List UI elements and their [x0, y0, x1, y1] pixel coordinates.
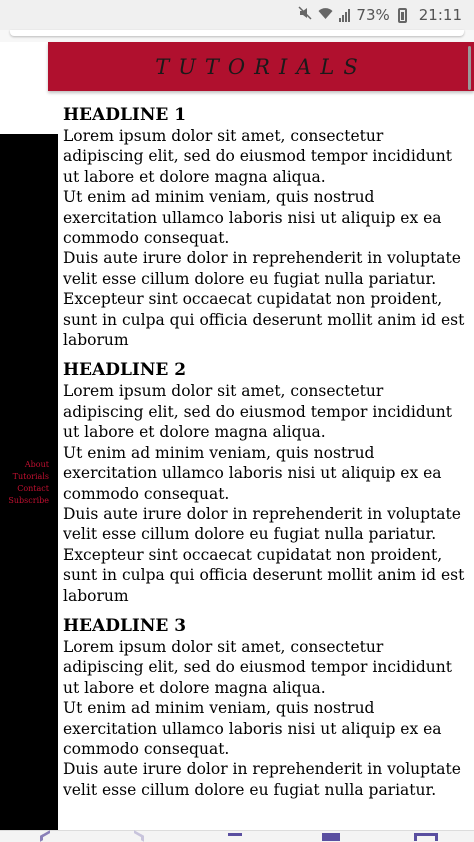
forward-icon[interactable]	[134, 830, 144, 842]
paragraph: Ut enim ad minim veniam, quis nostrud exercitation ullamco laboris nisi ut aliquip ex ea commodo consequat.	[63, 188, 442, 248]
headline: HEADLINE 2	[63, 360, 187, 381]
home-icon[interactable]	[228, 833, 242, 839]
paragraph: Duis aute irure dolor in reprehenderit in voluptate velit esse cillum dolore eu fugiat nulla pariatur.	[63, 249, 461, 288]
sidebar	[0, 134, 58, 842]
browser-toolbar	[0, 30, 474, 42]
mute-icon	[298, 6, 312, 24]
paragraph: Lorem ipsum dolor sit amet, consectetur adipiscing elit, sed do eiusmod tempor incididunt ut labore et dolore magna aliqua.	[63, 637, 452, 697]
headline: HEADLINE 1	[63, 105, 187, 125]
sidebar-link-subscribe[interactable]: Subscribe	[8, 496, 49, 505]
url-bar[interactable]	[10, 30, 464, 36]
headline: HEADLINE 3	[63, 615, 187, 636]
sidebar-nav	[8, 459, 49, 507]
paragraph: Excepteur sint occaecat cupidatat non proident, sunt in culpa qui officia deserunt mollit anim id est laborum	[63, 545, 465, 605]
status-bar	[0, 0, 474, 30]
paragraph: Lorem ipsum dolor sit amet, consectetur adipiscing elit, sed do eiusmod tempor incididunt ut labore et dolore magna aliqua.	[63, 127, 452, 186]
battery-icon	[398, 8, 407, 23]
site-title: TUTORIALS	[155, 54, 367, 79]
sidebar-link-tutorials[interactable]: Tutorials	[12, 472, 49, 481]
paragraph: Duis aute irure dolor in reprehenderit in voluptate velit esse cillum dolore eu fugiat nulla pariatur.	[63, 760, 461, 799]
main-content	[63, 104, 467, 830]
sidebar-link-contact[interactable]: Contact	[17, 484, 49, 493]
paragraph: Excepteur sint occaecat cupidatat non proident, sunt in culpa qui officia deserunt mollit anim id est laborum	[63, 290, 465, 350]
scrollbar-thumb[interactable]	[468, 46, 471, 90]
site-header	[48, 42, 474, 91]
battery-percent: 73%	[356, 6, 390, 24]
tabs-icon[interactable]	[414, 833, 438, 841]
bookmark-icon[interactable]	[322, 833, 340, 841]
article-1	[63, 104, 467, 350]
article-3	[63, 615, 467, 800]
paragraph: Ut enim ad minim veniam, quis nostrud exercitation ullamco laboris nisi ut aliquip ex ea commodo consequat.	[63, 699, 442, 758]
paragraph: Lorem ipsum dolor sit amet, consectetur adipiscing elit, sed do eiusmod tempor incididunt ut labore et dolore magna aliqua.	[63, 382, 452, 442]
browser-bottom-toolbar	[0, 830, 474, 842]
clock: 21:11	[418, 6, 462, 24]
article-2	[63, 359, 467, 605]
signal-icon	[339, 9, 350, 22]
paragraph: Duis aute irure dolor in reprehenderit in voluptate velit esse cillum dolore eu fugiat nulla pariatur.	[63, 504, 461, 544]
wifi-icon	[318, 7, 333, 24]
back-icon[interactable]	[40, 830, 50, 842]
paragraph: Ut enim ad minim veniam, quis nostrud exercitation ullamco laboris nisi ut aliquip ex ea commodo consequat.	[63, 443, 442, 503]
sidebar-link-about[interactable]: About	[24, 460, 49, 469]
